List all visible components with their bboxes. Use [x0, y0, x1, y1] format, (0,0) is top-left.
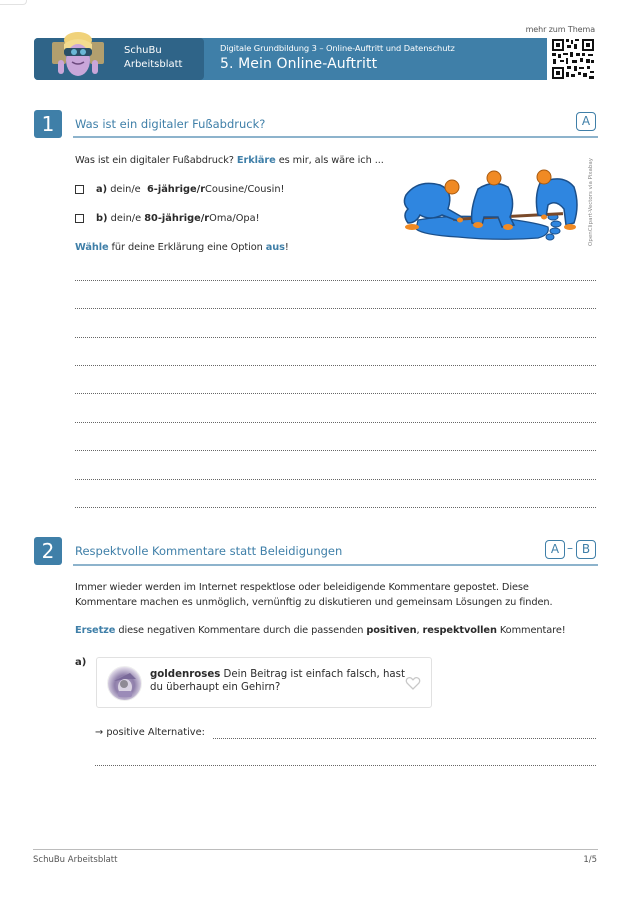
- page-number: 1/5: [583, 855, 597, 865]
- section-2-title: Respektvolle Kommentare statt Beleidigungen: [75, 544, 343, 558]
- option-b-relation: Oma/Opa!: [209, 213, 260, 224]
- section-1-intro: [75, 155, 384, 166]
- instruction-middle: für deine Erklärung eine Option: [108, 242, 266, 253]
- section-2-instruction: [75, 625, 566, 636]
- instruction-text: diese negativen Kommentare durch die passenden: [115, 625, 367, 636]
- instruction-highlight-1: Wähle: [75, 242, 109, 253]
- instruction-end: !: [284, 242, 289, 253]
- heart-icon[interactable]: [405, 675, 421, 691]
- header-brand-block: [34, 38, 204, 80]
- section-1-number: 1: [34, 110, 62, 138]
- comment-body: Dein Beitrag ist einfach falsch, hast du überhaupt ein Gehirn?: [150, 669, 405, 693]
- comment-username: goldenroses: [150, 669, 221, 680]
- option-b-pre: dein/e: [107, 213, 145, 224]
- qr-code-icon[interactable]: [551, 38, 595, 80]
- answer-line[interactable]: [75, 450, 596, 451]
- option-b-age: 80-jährige/r: [144, 213, 210, 224]
- brand-line-2: Arbeitsblatt: [124, 59, 183, 70]
- intro-text-end: es mir, als wäre ich ...: [275, 155, 384, 166]
- footer-divider: [33, 849, 598, 850]
- level-badge-a: A: [576, 112, 596, 131]
- item-a-label: a): [75, 657, 87, 668]
- brand-name: [124, 44, 182, 72]
- answer-line[interactable]: [75, 422, 596, 423]
- option-a-age: 6-jährige/r: [146, 184, 206, 195]
- instruction-comma: ,: [416, 625, 423, 636]
- option-b-label: b): [96, 213, 108, 224]
- worksheet-subtitle: Digitale Grundbildung 3 – Online-Auftritt und Datenschutz: [220, 43, 455, 53]
- instruction-highlight: Ersetze: [75, 625, 116, 636]
- image-credit-text: OpenClipart-Vectors via Pixabay: [588, 157, 594, 246]
- instruction-highlight-2: aus: [265, 242, 285, 253]
- section-2-divider: [73, 564, 598, 566]
- page-corner-tab: [0, 0, 27, 5]
- header-bar: [34, 38, 547, 80]
- level-badge-b: B: [576, 540, 596, 559]
- comment-text: [150, 668, 405, 694]
- comment-card: [96, 657, 432, 708]
- positive-alternative-label: → positive Alternative:: [95, 727, 205, 738]
- answer-line[interactable]: [75, 308, 596, 309]
- avatar-image-icon: [108, 667, 142, 701]
- instruction-bold-respectful: respektvollen: [422, 625, 497, 636]
- worksheet-title: 5. Mein Online-Auftritt: [220, 56, 378, 72]
- level-badge-a: A: [545, 540, 565, 559]
- image-credit: [588, 157, 600, 246]
- user-avatar: [107, 666, 142, 701]
- answer-line[interactable]: [75, 479, 596, 480]
- option-a-pre: dein/e: [107, 184, 147, 195]
- footprint-illustration-icon: [398, 165, 583, 245]
- level-separator: –: [567, 541, 573, 555]
- more-topic-label: mehr zum Thema: [525, 25, 595, 34]
- option-b[interactable]: [75, 213, 260, 224]
- option-a-checkbox[interactable]: [75, 185, 84, 194]
- instruction-bold-positive: positiven: [366, 625, 417, 636]
- answer-line[interactable]: [75, 337, 596, 338]
- section-1-divider: [73, 136, 598, 138]
- option-a-relation: Cousine/Cousin!: [205, 184, 285, 195]
- positive-alternative-input-line-2[interactable]: [95, 765, 596, 766]
- option-b-checkbox[interactable]: [75, 214, 84, 223]
- section-2-number: 2: [34, 537, 62, 565]
- answer-line[interactable]: [75, 365, 596, 366]
- footer-brand: SchuBu Arbeitsblatt: [33, 855, 118, 865]
- answer-line[interactable]: [75, 507, 596, 508]
- intro-highlight: Erkläre: [236, 155, 276, 166]
- section-2-paragraph-line-2: Kommentare machen es unmöglich, vernünftig zu diskutieren und gemeinsam Lösungen zu finden.: [75, 597, 553, 608]
- section-1-instruction: [75, 242, 289, 253]
- positive-alternative-input-line-1[interactable]: [213, 738, 596, 739]
- intro-text: Was ist ein digitaler Fußabdruck?: [75, 155, 237, 166]
- brand-line-1: SchuBu: [124, 45, 162, 56]
- answer-line[interactable]: [75, 393, 596, 394]
- instruction-text-end: Kommentare!: [496, 625, 566, 636]
- option-a-label: a): [96, 184, 108, 195]
- schubu-mascot-icon: [50, 30, 106, 80]
- section-1-title: Was ist ein digitaler Fußabdruck?: [75, 117, 266, 131]
- option-a[interactable]: [75, 184, 284, 195]
- section-2-paragraph-line-1: Immer wieder werden im Internet respektlose oder beleidigende Kommentare gepostet. Diese: [75, 582, 529, 593]
- answer-line[interactable]: [75, 280, 596, 281]
